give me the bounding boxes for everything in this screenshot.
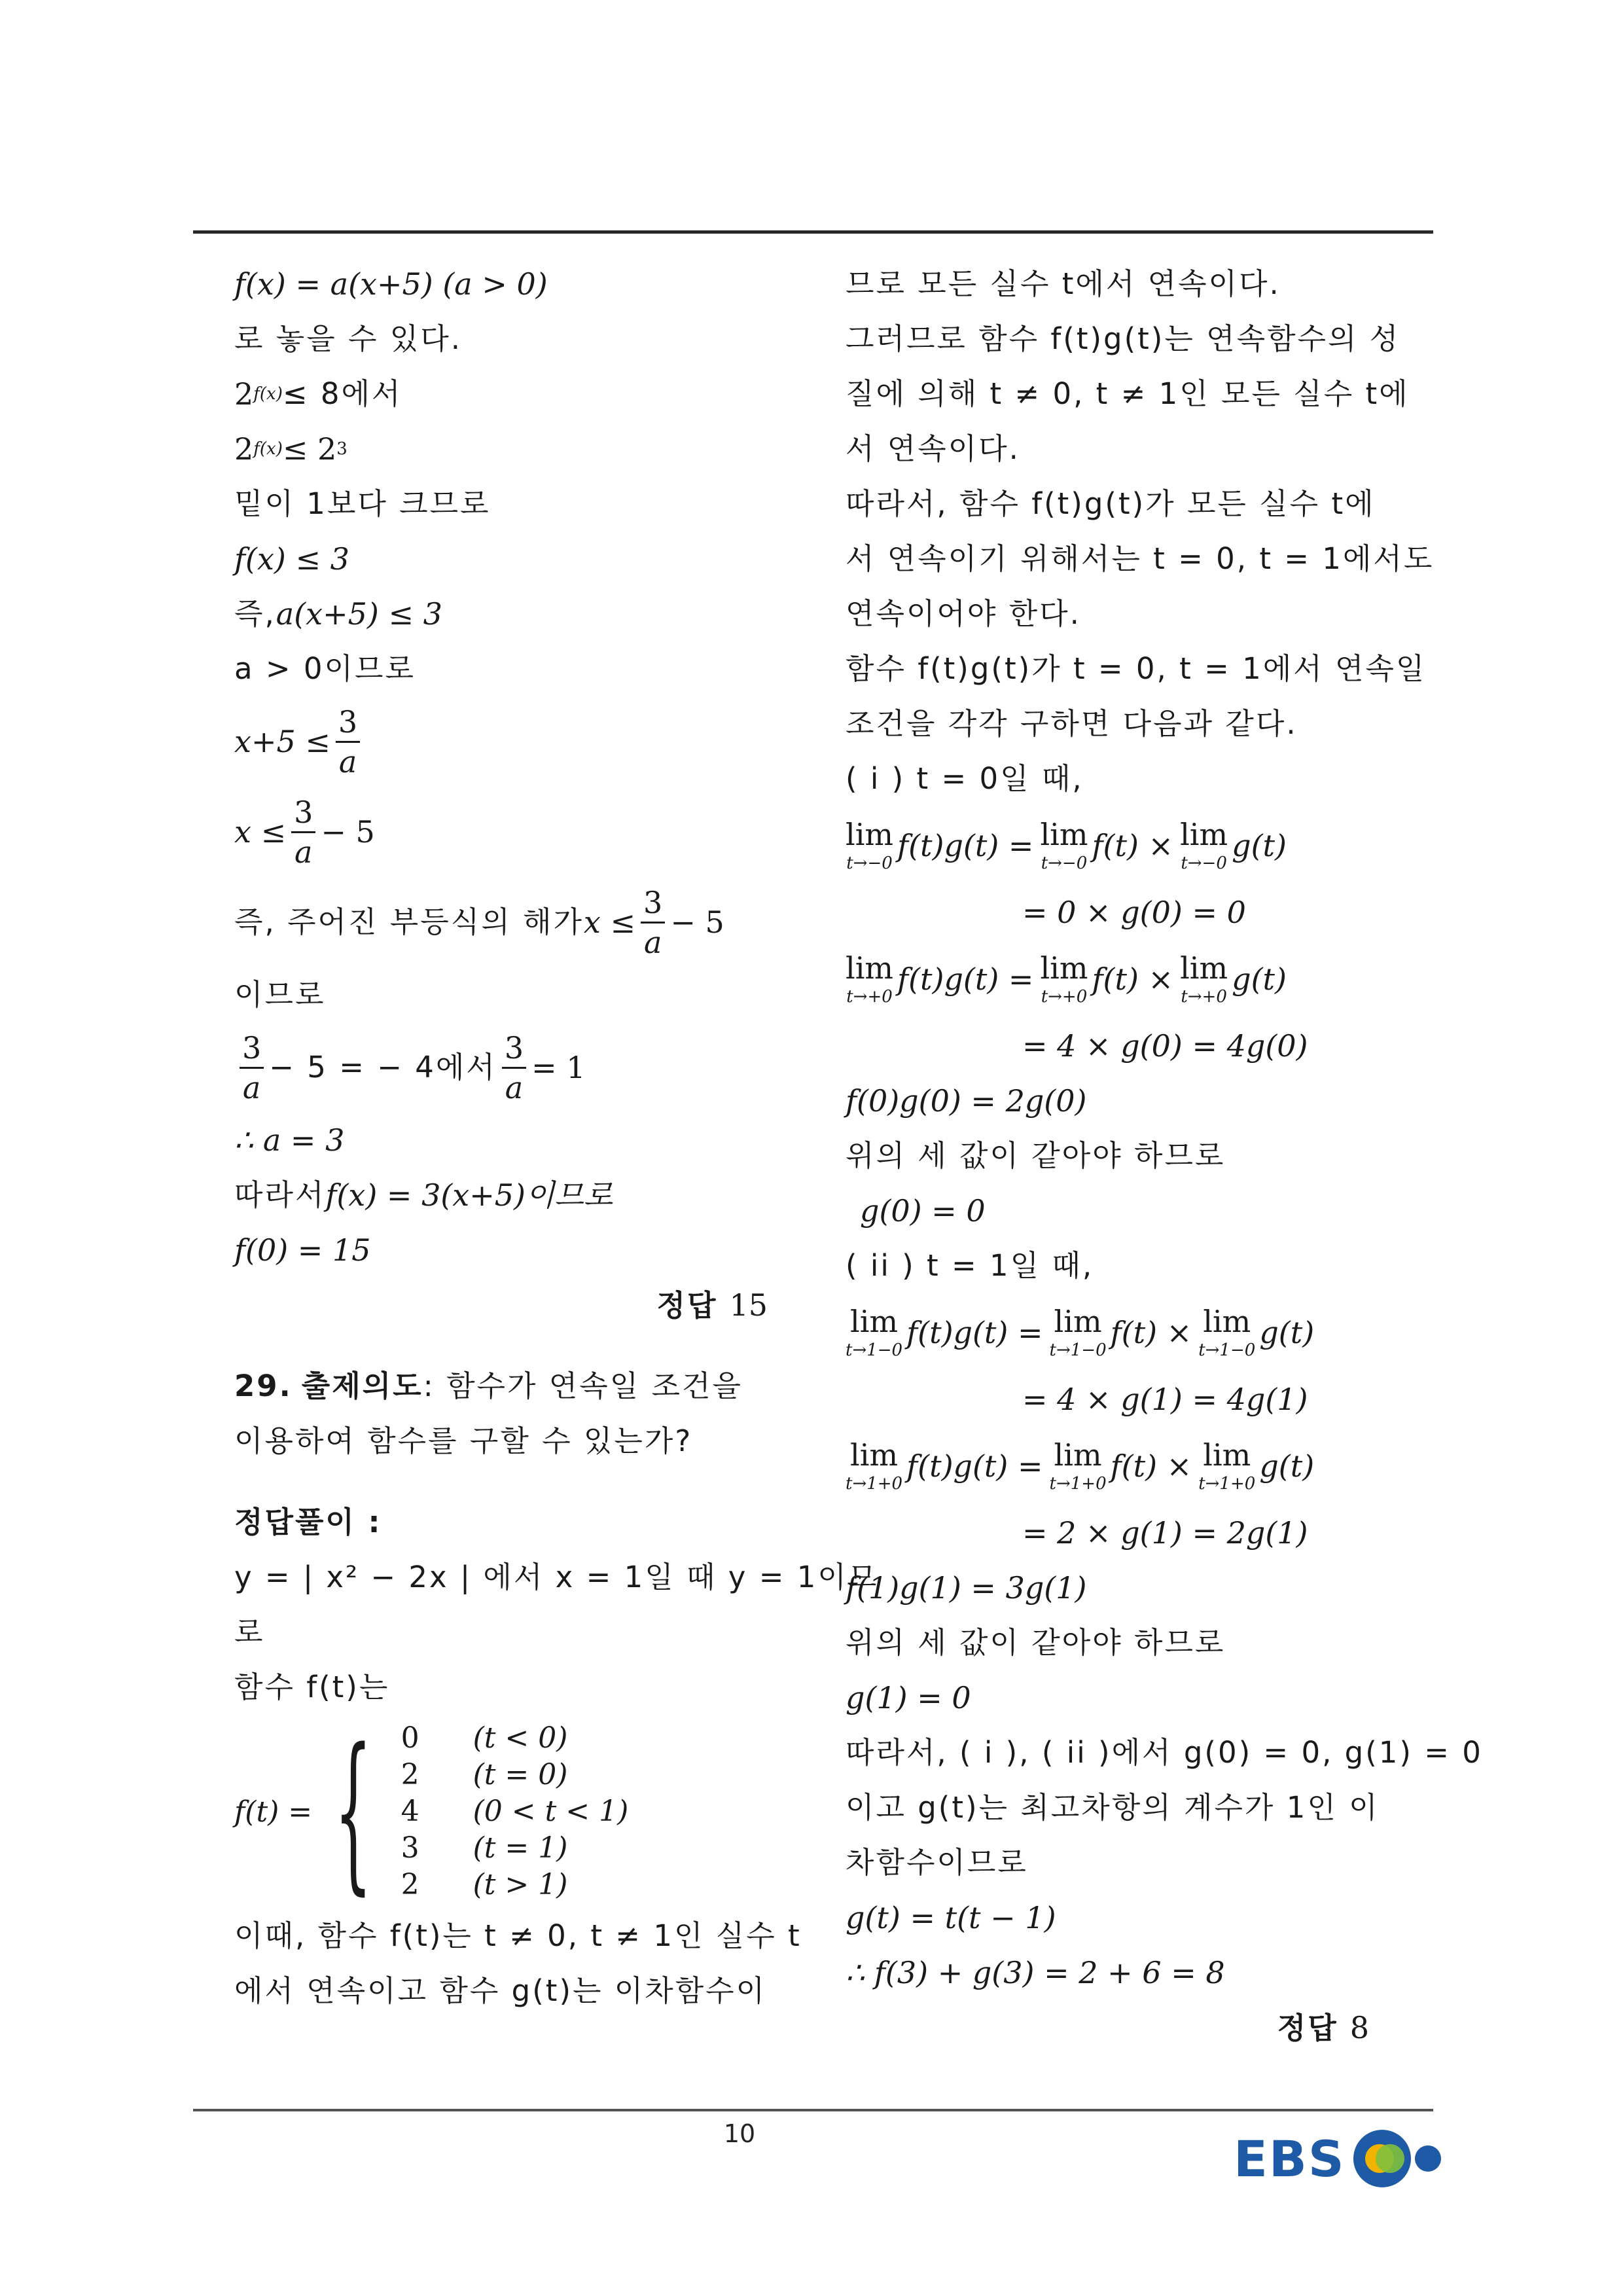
header-rule bbox=[193, 230, 1433, 234]
text-line: 에서 연속이고 함수 g(t)는 이차함수이 bbox=[234, 1973, 767, 2008]
case-row: 2 (t > 1) bbox=[401, 1868, 568, 1901]
eq-line: f(0)g(0) = 2g(0) bbox=[846, 1083, 1087, 1119]
case-row: 0 (t < 0) bbox=[401, 1721, 568, 1755]
brace-icon: { bbox=[334, 1713, 372, 1910]
text-line: 연속이어야 한다. bbox=[846, 596, 1081, 631]
text-line: 로 bbox=[234, 1615, 265, 1649]
text-line: 함수 f(t)는 bbox=[234, 1670, 390, 1704]
case-row: 3 (t = 1) bbox=[401, 1831, 568, 1865]
limit-equation: lim t→−0 f(t)g(t) = lim t→−0 f(t) × lim t→−0 g(t) bbox=[846, 817, 1287, 873]
eq-line: f(1)g(1) = 3g(1) bbox=[846, 1570, 1087, 1605]
ebs-logo bbox=[1234, 2126, 1443, 2191]
eq-line: = 0 × g(0) = 0 bbox=[1022, 895, 1246, 930]
limit-equation: lim t→1+0 f(t)g(t) = lim t→1+0 f(t) × lim t→1+0 g(t) bbox=[846, 1437, 1315, 1494]
text-line: 따라서, ( i ), ( ii )에서 g(0) = 0, g(1) = 0 bbox=[846, 1735, 1483, 1770]
eq-line: $\frac{3}{a}$ − 5 = − 4에서 $\frac{3}{a}$ = 1 bbox=[234, 1022, 791, 1113]
text-line: 로 놓을 수 있다. bbox=[234, 321, 463, 356]
fraction: $\frac{3}{a}$ bbox=[291, 797, 315, 867]
case-row: 4 (0 < t < 1) bbox=[401, 1795, 629, 1828]
text-line: 위의 세 값이 같아야 하므로 bbox=[846, 1625, 1226, 1660]
text-line: 서 연속이기 위해서는 t = 0, t = 1에서도 bbox=[846, 541, 1435, 576]
logo-dot-icon bbox=[1415, 2145, 1441, 2172]
text-line: 그러므로 함수 f(t)g(t)는 연속함수의 성 bbox=[846, 321, 1400, 356]
eq-line: 2 f(x) ≤ 8에서 bbox=[234, 376, 402, 412]
text-line: ( ii ) t = 1일 때, bbox=[846, 1248, 1094, 1283]
eq-line: 즉, a(x+5) ≤ 3 bbox=[234, 596, 442, 632]
cases-list bbox=[401, 1720, 629, 1903]
text-line: 이때, 함수 f(t)는 t ≠ 0, t ≠ 1인 실수 t bbox=[234, 1918, 802, 1953]
eq-line: = 2 × g(1) = 2g(1) bbox=[1022, 1515, 1308, 1551]
text-line: 이용하여 함수를 구할 수 있는가? bbox=[234, 1424, 693, 1458]
text-line: ( i ) t = 0일 때, bbox=[846, 761, 1084, 796]
eq-line: f(x) ≤ 3 bbox=[234, 541, 349, 577]
eq-line: ∴ a = 3 bbox=[234, 1122, 345, 1158]
text-line: 차함수이므로 bbox=[846, 1845, 1028, 1880]
text-line: 이므로 bbox=[234, 977, 326, 1012]
answer-15: 정답 15 bbox=[656, 1287, 768, 1323]
text-line: 함수 f(t)g(t)가 t = 0, t = 1에서 연속일 bbox=[846, 651, 1427, 686]
eq-line: = 4 × g(0) = 4g(0) bbox=[1022, 1028, 1308, 1064]
text-line: 밑이 1보다 크므로 bbox=[234, 486, 491, 521]
logo-circle-icon bbox=[1353, 2130, 1411, 2187]
eq-line: = 4 × g(1) = 4g(1) bbox=[1022, 1382, 1308, 1417]
eq-line: x ≤ $\frac{3}{a}$ − 5 bbox=[234, 794, 375, 870]
text-line: 이고 g(t)는 최고차항의 계수가 1인 이 bbox=[846, 1790, 1380, 1825]
eq-line: g(0) = 0 bbox=[860, 1193, 986, 1229]
eq-line: g(1) = 0 bbox=[846, 1680, 971, 1715]
answer-8: 정답 8 bbox=[1277, 2010, 1369, 2045]
fraction: $\frac{3}{a}$ bbox=[336, 707, 360, 777]
logo-text: EBS bbox=[1234, 2129, 1346, 2188]
text-line: 질에 의해 t ≠ 0, t ≠ 1인 모든 실수 t에 bbox=[846, 376, 1410, 411]
limit-equation: lim t→1−0 f(t)g(t) = lim t→1−0 f(t) × lim t→1−0 g(t) bbox=[846, 1304, 1315, 1360]
eq-line: 즉, 주어진 부등식의 해가 x ≤ $\frac{3}{a}$ − 5 bbox=[234, 884, 724, 960]
eq-line: 2 f(x) ≤ 2 3 bbox=[234, 431, 348, 467]
eq-line: 따라서 f(x) = 3(x+5)이므로 bbox=[234, 1177, 613, 1213]
case-row: 2 (t = 0) bbox=[401, 1758, 568, 1791]
eq-line: f(0) = 15 bbox=[234, 1232, 371, 1268]
fraction: $\frac{3}{a}$ bbox=[240, 1033, 264, 1103]
eq-line: x+5 ≤ $\frac{3}{a}$ bbox=[234, 696, 791, 787]
fraction: $\frac{3}{a}$ bbox=[641, 888, 665, 958]
eq-line: g(t) = t(t − 1) bbox=[846, 1900, 1056, 1935]
text-line: 서 연속이다. bbox=[846, 431, 1020, 466]
text-line: y = | x² − 2x | 에서 x = 1일 때 y = 1이므 bbox=[234, 1560, 879, 1594]
fraction: $\frac{3}{a}$ bbox=[502, 1033, 526, 1103]
text-line: 므로 모든 실수 t에서 연속이다. bbox=[846, 266, 1281, 301]
left-column bbox=[234, 257, 879, 2018]
solution-heading: 정답풀이 : bbox=[234, 1505, 382, 1539]
limit-equation: lim t→+0 f(t)g(t) = lim t→+0 f(t) × lim t→+0 g(t) bbox=[846, 950, 1287, 1007]
question-intent: 29. 출제의도 : 함수가 연속일 조건을 bbox=[234, 1369, 743, 1403]
footer-rule bbox=[193, 2109, 1433, 2111]
text-line: 위의 세 값이 같아야 하므로 bbox=[846, 1138, 1226, 1173]
page-number: 10 bbox=[723, 2119, 756, 2148]
text-line: 따라서, 함수 f(t)g(t)가 모든 실수 t에 bbox=[846, 486, 1376, 521]
eq-line: ∴ f(3) + g(3) = 2 + 6 = 8 bbox=[846, 1955, 1225, 1990]
eq-line: a > 0이므로 bbox=[234, 651, 416, 686]
piecewise-function: f(t) = { 0 (t < 0) 2 (t = 0) 4 (0 < t < 1) 3 (t = 1) 2 (t > 1) bbox=[234, 1713, 629, 1910]
eq-line: f(x) = a(x+5) (a > 0) bbox=[234, 266, 548, 302]
text-line: 조건을 각각 구하면 다음과 같다. bbox=[846, 706, 1298, 741]
right-column bbox=[846, 257, 1483, 2055]
